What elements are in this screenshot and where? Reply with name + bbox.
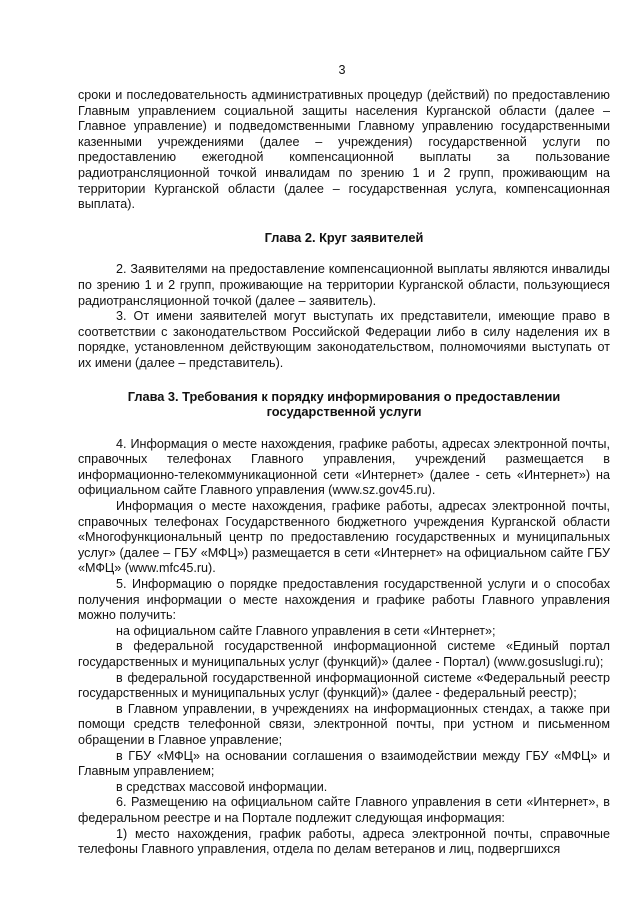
paragraph-6-item-1: 1) место нахождения, график работы, адреса электронной почты, справочные телефоны Главного управления, отдела по делам ветеранов и лиц, подвергшихся — [78, 826, 610, 857]
page-number: 3 — [338, 63, 346, 77]
paragraph-5d: в Главном управлении, в учреждениях на информационных стендах, а также при помощи средств телефонной связи, электронной почты, при устном и письменном обращении в Главное управление; — [78, 701, 610, 747]
paragraph-4b: Информация о месте нахождения, графике работы, адресах электронной почты, справочных телефонах Государственного бюджетного учреждения Курганской области «Многофункциональный центр по предоставлению государственных и муниципальных услуг» (далее – ГБУ «МФЦ») размещается в сети «Интернет» на официальном сайте ГБУ «МФЦ» (www.mfc45.ru). — [78, 499, 610, 576]
chapter-3-heading-line2: государственной услуги — [266, 404, 422, 420]
paragraph-4: 4. Информация о месте нахождения, графике работы, адресах электронной почты, справочных телефонах Главного управления, учреждений размещается в информационно-телекоммуникационной сети «Интернет» (далее - сеть «Интернет») на официальном сайте Главного управления (www.sz.gov45.ru). — [78, 436, 610, 498]
paragraph-5b: в федеральной государственной информационной системе «Единый портал государственных и муниципальных услуг (функций)» (далее - Портал) (www.gosuslugi.ru); — [78, 639, 610, 669]
paragraph-5e: в ГБУ «МФЦ» на основании соглашения о взаимодействии между ГБУ «МФЦ» и Главным управлением; — [78, 748, 610, 779]
paragraph-3: 3. От имени заявителей могут выступать их представители, имеющие право в соответствии с законодательством Российской Федерации либо в силу наделения их в порядке, установленном действующим законодательством, полномочиями выступать от их имени (далее – представитель). — [78, 309, 610, 370]
paragraph-5f: в средствах массовой информации. — [116, 779, 328, 794]
intro-paragraph: сроки и последовательность административных процедур (действий) по предоставлению Главным управлением социальной защиты населения Курганской области (далее – Главное управление) и подведомственными Главному управлению государственными казенными учреждениями (далее – учреждения) государственной услуги по предоставлению ежегодной компенсационной выплаты за пользование радиотрансляционной точкой инвалидам по зрению 1 и 2 групп, проживающим на территории Курганской области (далее – государственная услуга, компенсационная выплата). — [78, 88, 610, 212]
document-body — [78, 88, 610, 858]
paragraph-6: 6. Размещению на официальном сайте Главного управления в сети «Интернет», в федеральном реестре и на Портале подлежит следующая информация: — [78, 795, 610, 825]
chapter-3-heading-line1: Глава 3. Требования к порядку информирования о предоставлении — [127, 388, 561, 404]
paragraph-5a: на официальном сайте Главного управления в сети «Интернет»; — [116, 623, 496, 638]
paragraph-2: 2. Заявителями на предоставление компенсационной выплаты являются инвалиды по зрению 1 и 2 групп, проживающие на территории Курганской области, пользующиеся радиотрансляционной точкой (далее – заявитель). — [78, 262, 610, 308]
chapter-2-heading: Глава 2. Круг заявителей — [264, 229, 424, 245]
paragraph-5c: в федеральной государственной информационной системе «Федеральный реестр государственных и муниципальных услуг (функций)» (далее - федеральный реестр); — [78, 670, 610, 701]
paragraph-5: 5. Информацию о порядке предоставления государственной услуги и о способах получения информации о месте нахождения и графике работы Главного управления можно получить: — [78, 577, 610, 623]
